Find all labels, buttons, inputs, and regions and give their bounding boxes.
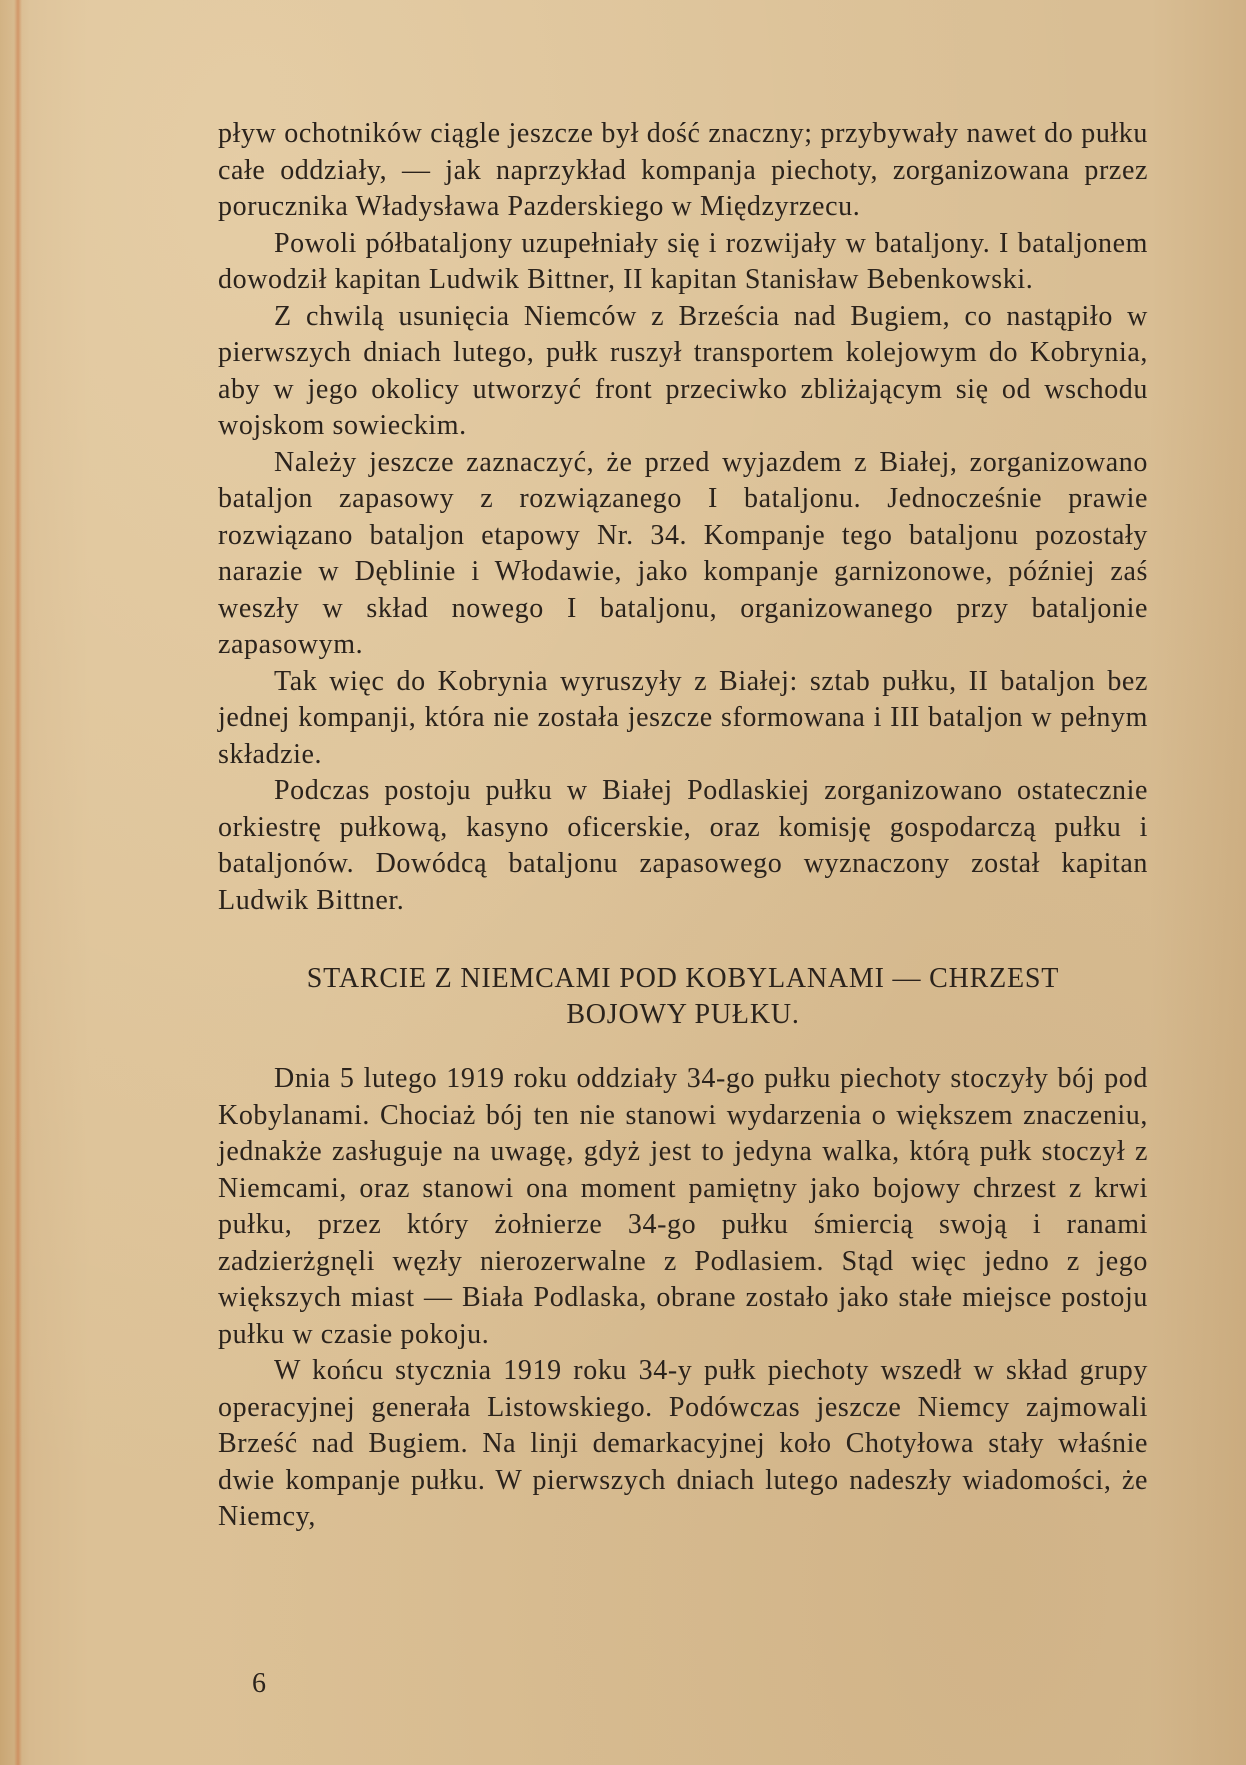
paragraph-battalions: Powoli półbataljony uzupełniały się i rozwijały w bataljony. I bataljonem dowodził kapitan Ludwik Bittner, II kapitan Stanisław Bebenkowski.: [218, 227, 1148, 295]
page-binding-edge: [14, 0, 22, 1765]
paragraph-listowski-group: W końcu stycznia 1919 roku 34-y pułk piechoty wszedł w skład grupy operacyjnej generała Listowskiego. Podówczas jeszcze Niemcy zajmowali Brześć nad Bugiem. Na linji demarkacyjnej koło Chotyłowa stały właśnie dwie kompanje pułku. W pierwszych dniach lutego nadeszły wiadomości, że Niemcy,: [218, 1355, 1148, 1532]
section-heading-line-2: BOJOWY PUŁKU.: [566, 999, 800, 1030]
page-text-block: [218, 116, 1148, 1536]
section-heading: [218, 961, 1148, 1033]
paragraph-continuation: pływ ochotników ciągle jeszcze był dość znaczny; przybywały nawet do pułku całe oddziały, — jak naprzykład kompanja piechoty, zorganizowana przez porucznika Władysława Pazderskiego w Międzyrzecu.: [218, 118, 1148, 222]
section-heading-line-1: STARCIE Z NIEMCAMI POD KOBYLANAMI — CHRZEST: [306, 963, 1060, 994]
page-number: 6: [252, 1668, 266, 1699]
paragraph-departure: Tak więc do Kobrynia wyruszyły z Białej: sztab pułku, II bataljon bez jednej kompanji, która nie została jeszcze sformowana i III bataljon w pełnym składzie.: [218, 665, 1148, 770]
paragraph-kobryn-transport: Z chwilą usunięcia Niemców z Brześcia nad Bugiem, co nastąpiło w pierwszych dniach lutego, pułk ruszył transportem kolejowym do Kobrynia, aby w jego okolicy utworzyć front przeciwko zbliżającym się od wschodu wojskom sowieckim.: [218, 300, 1148, 441]
paragraph-kobylany-battle: Dnia 5 lutego 1919 roku oddziały 34-go pułku piechoty stoczyły bój pod Kobylanami. Chociaż bój ten nie stanowi wydarzenia o większem znaczeniu, jednakże zasługuje na uwagę, gdyż jest to jedyna walka, którą pułk stoczył z Niemcami, oraz stanowi ona moment pamiętny jako bojowy chrzest z krwi pułku, przez który żołnierze 34-go pułku śmiercią swoją i ranami zadzierżgnęli węzły nierozerwalne z Podlasiem. Stąd więc jedno z jego większych miast — Biała Podlaska, obrane zostało jako stałe miejsce postoju pułku w czasie pokoju.: [218, 1063, 1148, 1350]
paragraph-biala-stay: Podczas postoju pułku w Białej Podlaskiej zorganizowano ostatecznie orkiestrę pułkową, kasyno oficerskie, oraz komisję gospodarczą pułku i bataljonów. Dowódcą bataljonu zapasowego wyznaczony został kapitan Ludwik Bittner.: [218, 775, 1148, 916]
paragraph-reserve-battalion: Należy jeszcze zaznaczyć, że przed wyjazdem z Białej, zorganizowano bataljon zapasowy z rozwiązanego I bataljonu. Jednocześnie prawie rozwiązano bataljon etapowy Nr. 34. Kompanje tego bataljonu pozostały narazie w Dęblinie i Włodawie, jako kompanje garnizonowe, później zaś weszły w skład nowego I bataljonu, organizowanego przy bataljonie zapasowym.: [218, 446, 1148, 660]
